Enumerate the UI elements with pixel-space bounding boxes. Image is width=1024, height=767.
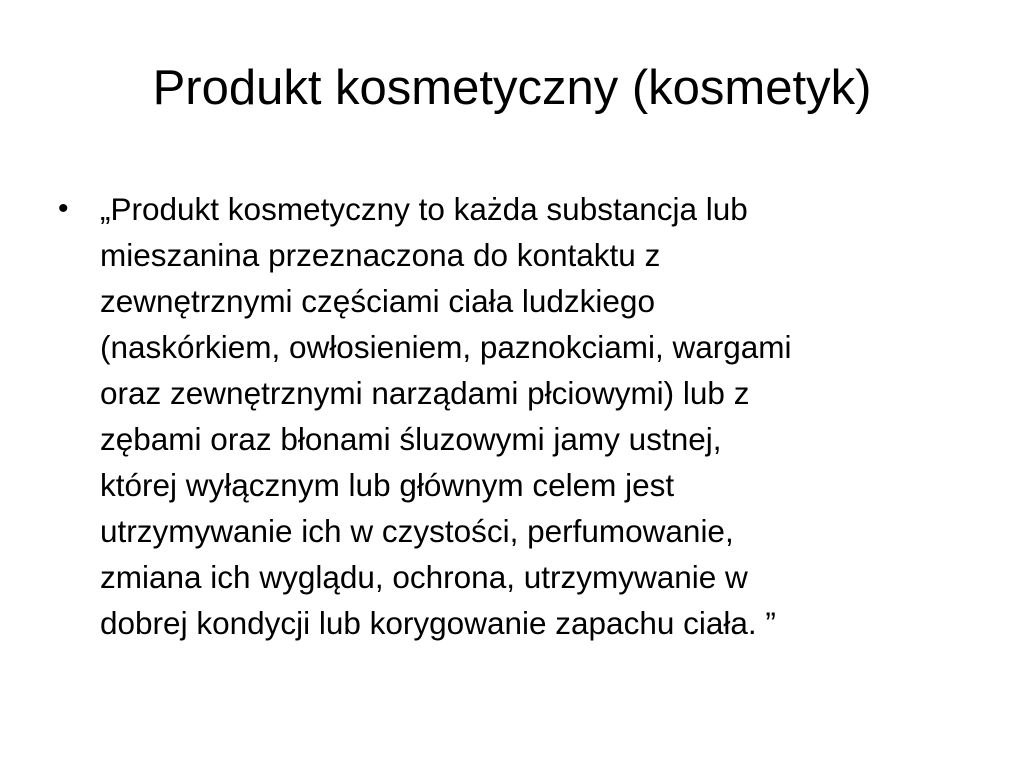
body-line: oraz zewnętrznymi narządami płciowymi) lub z xyxy=(100,375,750,411)
body-line: zębami oraz błonami śluzowymi jamy ustnej, xyxy=(100,421,722,457)
body-line: „Produkt kosmetyczny to każda substancja lub xyxy=(100,191,748,227)
body-line: zmiana ich wyglądu, ochrona, utrzymywanie w xyxy=(100,559,748,595)
body-line: mieszanina przeznaczona do kontaktu z xyxy=(100,237,661,273)
body-line: zewnętrznymi częściami ciała ludzkiego xyxy=(100,283,655,319)
body-line: której wyłącznym lub głównym celem jest xyxy=(100,467,675,503)
bullet-dot-icon: • xyxy=(58,192,69,225)
body-line: dobrej kondycji lub korygowanie zapachu ciała. ” xyxy=(100,605,776,641)
slide-title: Produkt kosmetyczny (kosmetyk) xyxy=(152,61,872,115)
body-line: (naskórkiem, owłosieniem, paznokciami, wargami xyxy=(100,329,792,365)
slide-body xyxy=(56,186,976,646)
bullet-text xyxy=(100,186,976,646)
bullet-item xyxy=(56,186,976,646)
body-line: utrzymywanie ich w czystości, perfumowanie, xyxy=(100,513,734,549)
